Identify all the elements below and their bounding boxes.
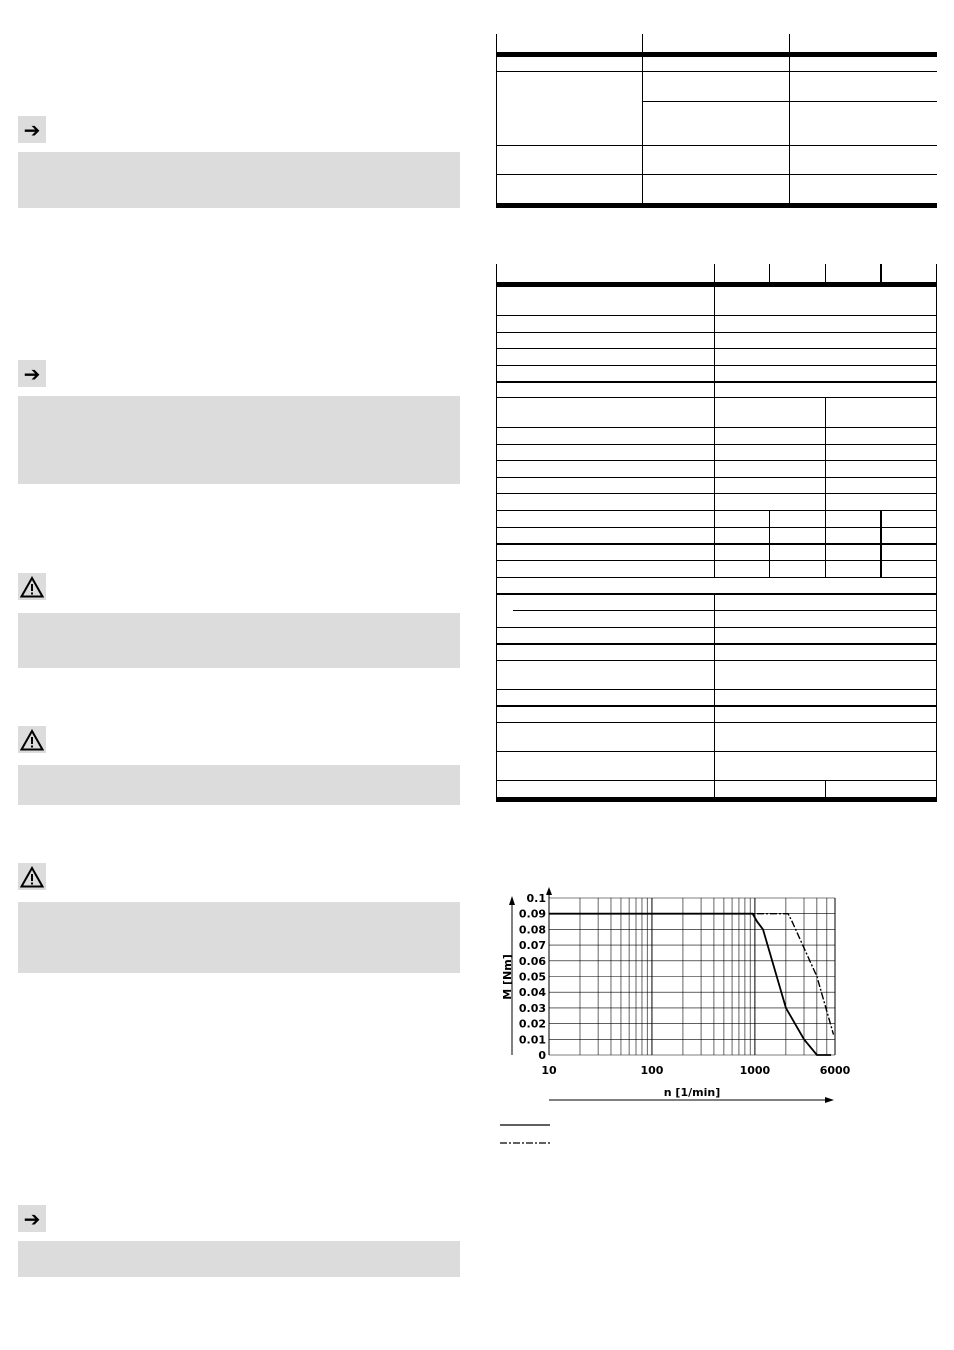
y-tick-label: 0.09	[518, 907, 546, 921]
chart-legend	[500, 1125, 550, 1143]
warning-icon	[18, 573, 46, 600]
chart-tick-labels	[501, 892, 850, 1099]
x-tick-label: 10	[541, 1064, 557, 1077]
warning-box	[18, 613, 460, 668]
warning-icon	[18, 726, 46, 753]
arrow-note-icon: ➔	[18, 1205, 46, 1232]
arrow-note-icon: ➔	[18, 116, 46, 143]
y-tick-label: 0.03	[518, 1001, 546, 1015]
y-tick-label: 0	[538, 1049, 546, 1062]
x-tick-label: 1000	[739, 1064, 771, 1077]
torque-speed-chart	[490, 885, 850, 1155]
warning-icon	[18, 863, 46, 890]
y-tick-label: 0.01	[518, 1033, 546, 1047]
x-axis-label: n [1/min]	[663, 1086, 721, 1099]
warning-box	[18, 902, 460, 973]
y-tick-label: 0.07	[518, 939, 546, 953]
x-tick-label: 100	[640, 1064, 664, 1077]
note-box	[18, 1241, 460, 1277]
note-box	[18, 396, 460, 484]
y-tick-label: 0.04	[518, 986, 546, 1000]
arrow-note-icon: ➔	[18, 360, 46, 387]
y-tick-label: 0.1	[526, 892, 546, 905]
y-axis-arrow-head	[509, 896, 515, 905]
y-tick-label: 0.08	[518, 923, 546, 937]
x-tick-label: 6000	[819, 1064, 850, 1077]
chart-series	[549, 914, 834, 1055]
chart-axes	[508, 885, 834, 1103]
series-line-solid	[549, 914, 831, 1055]
note-box	[18, 152, 460, 208]
y-axis-arrow	[546, 887, 552, 895]
y-tick-label: 0.05	[518, 970, 546, 984]
x-axis-arrow	[825, 1097, 834, 1103]
y-axis-label: M [Nm]	[501, 954, 514, 1000]
y-tick-label: 0.02	[518, 1017, 546, 1031]
y-tick-label: 0.06	[518, 954, 546, 968]
warning-box	[18, 765, 460, 805]
